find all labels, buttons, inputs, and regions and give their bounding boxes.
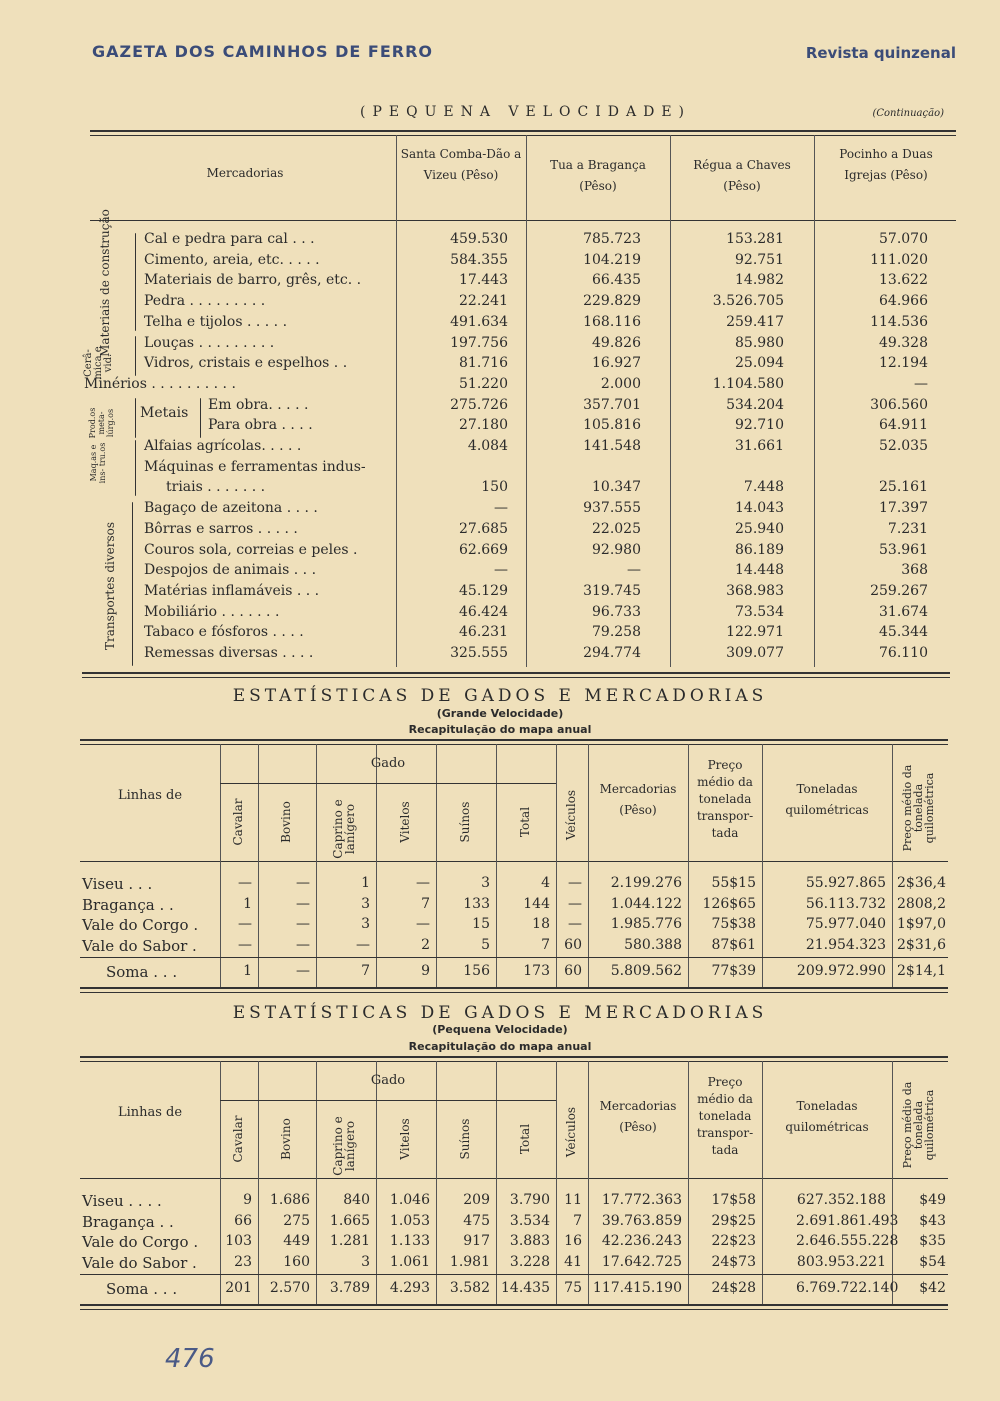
row-label: Soma . . . bbox=[106, 963, 178, 981]
row-cell: 1.281 bbox=[329, 1233, 370, 1249]
hdr-gado: Gado bbox=[370, 1073, 406, 1088]
row-label: Viseu . . . . bbox=[82, 1192, 162, 1210]
pv-header-mercadorias: Mercadorias bbox=[206, 166, 284, 180]
row-cell: 1.686 bbox=[269, 1192, 310, 1208]
row-cell: 9 bbox=[421, 963, 430, 979]
pv2-table-subtitle2: Recapitulação do mapa anual bbox=[408, 1040, 592, 1053]
pv-cell: 14.043 bbox=[735, 500, 784, 517]
row-cell: 201 bbox=[225, 1280, 252, 1296]
pv-cell: 46.231 bbox=[459, 624, 508, 641]
pv-header-col3: Régua a Chaves (Pêso) bbox=[693, 158, 791, 193]
hdr-gado-2: Caprino e lanígero bbox=[331, 799, 357, 859]
row-cell: 840 bbox=[343, 1192, 370, 1208]
rule-bottom2 bbox=[80, 1309, 948, 1310]
journal-subtitle: Revista quinzenal bbox=[805, 44, 956, 62]
row-cell: 55$15 bbox=[711, 875, 756, 891]
row-cell: 24$28 bbox=[711, 1280, 756, 1296]
pv-cell: 45.129 bbox=[459, 582, 508, 599]
rule-top2 bbox=[80, 1061, 948, 1062]
row-label: Viseu . . . bbox=[82, 875, 153, 893]
group-transportes: Transportes diversos bbox=[103, 522, 117, 650]
pv-cell: 294.774 bbox=[583, 645, 641, 661]
hdr-gado-1: Bovino bbox=[279, 1118, 293, 1160]
hdr-gado-0: Cavalar bbox=[231, 798, 245, 846]
pv-cell: 491.634 bbox=[450, 313, 508, 330]
pv-cell: 27.180 bbox=[459, 417, 508, 434]
pv-cell: 357.701 bbox=[583, 396, 641, 413]
row-cell: $43 bbox=[919, 1212, 946, 1229]
pv-table-title: (PEQUENA VELOCIDADE) bbox=[360, 104, 691, 120]
row-label: Soma . . . bbox=[106, 1280, 178, 1298]
row-cell: — bbox=[568, 895, 582, 912]
row-cell: 449 bbox=[283, 1233, 310, 1249]
hdr-gado-1: Bovino bbox=[279, 801, 293, 843]
gado-rule bbox=[220, 783, 556, 784]
group-maquinas: Maq.as e ins- tru.os bbox=[89, 442, 107, 484]
hdr-preco: Preço médio da tonelada transpor- tada bbox=[696, 1075, 754, 1157]
row-cell: 21.954.323 bbox=[805, 936, 886, 953]
rule-bottom bbox=[80, 1304, 948, 1306]
hdr-gado-3: Vitelos bbox=[398, 801, 412, 843]
col-line bbox=[762, 1061, 763, 1304]
row-cell: 1.981 bbox=[449, 1253, 490, 1270]
pv-cell: — bbox=[494, 500, 508, 517]
rule-top bbox=[80, 739, 948, 741]
row-cell: 275 bbox=[283, 1212, 310, 1229]
row-cell: 4 bbox=[541, 875, 550, 891]
pv-cell: 2.000 bbox=[600, 375, 641, 392]
col-line bbox=[762, 744, 763, 987]
pv-cell: 275.726 bbox=[450, 396, 508, 413]
pv-row-label: Telha e tijolos . . . . . bbox=[144, 313, 288, 330]
row-cell: $42 bbox=[919, 1280, 946, 1296]
row-cell: 1 bbox=[243, 895, 252, 912]
hdr-gado-0: Cavalar bbox=[231, 1115, 245, 1163]
row-cell: 2$14,1 bbox=[897, 963, 946, 979]
pv-cell: 53.961 bbox=[879, 541, 928, 558]
row-cell: 1.665 bbox=[329, 1212, 370, 1229]
pv-row-label: Cimento, areia, etc. . . . . bbox=[144, 251, 320, 268]
row-cell: 5 bbox=[481, 936, 490, 953]
pv-cell: 259.267 bbox=[870, 582, 928, 599]
pv-row-label: Para obra . . . . bbox=[208, 417, 313, 434]
row-cell: $49 bbox=[919, 1192, 946, 1208]
row-cell: 3.790 bbox=[509, 1192, 550, 1208]
row-cell: 2$31,6 bbox=[897, 936, 946, 953]
pv-row-label: Bôrras e sarros . . . . . bbox=[144, 520, 298, 537]
pv-row-label: Couros sola, correias e peles . bbox=[144, 541, 358, 558]
row-cell: 29$25 bbox=[711, 1212, 756, 1229]
pv-cell: 309.077 bbox=[726, 645, 784, 661]
page-number: 476 bbox=[165, 1344, 215, 1374]
pv-cell: 62.669 bbox=[459, 541, 508, 558]
rule-header bbox=[80, 861, 948, 862]
row-cell: 133 bbox=[463, 895, 490, 912]
journal-title: GAZETA DOS CAMINHOS DE FERRO bbox=[92, 42, 434, 61]
row-cell: 75 bbox=[564, 1280, 582, 1296]
row-cell: 3 bbox=[481, 875, 490, 891]
row-cell: 11 bbox=[564, 1192, 582, 1208]
row-cell: 209.972.990 bbox=[796, 963, 886, 979]
row-label: Bragança . . bbox=[82, 895, 174, 914]
pv-cell: 325.555 bbox=[450, 645, 508, 661]
row-cell: 75.977.040 bbox=[805, 916, 886, 932]
pv-row-label: Em obra. . . . . bbox=[208, 396, 309, 413]
pv-cell: 52.035 bbox=[879, 438, 928, 454]
pv-cell: 16.927 bbox=[592, 355, 641, 372]
row-label: Vale do Sabor . bbox=[82, 936, 197, 955]
pv-cell: 14.982 bbox=[735, 272, 784, 289]
pv-cell: 3.526.705 bbox=[712, 293, 784, 310]
row-cell: 18 bbox=[532, 916, 550, 932]
pv2-table-subtitle: (Pequena Velocidade) bbox=[432, 1023, 568, 1036]
pv-row-label: Cal e pedra para cal . . . bbox=[144, 231, 315, 247]
pv-cell: 584.355 bbox=[450, 251, 508, 268]
row-cell: 1$97,0 bbox=[897, 916, 946, 932]
pv-row-label: Vidros, cristais e espelhos . . bbox=[144, 355, 348, 372]
pv-cell: 368.983 bbox=[726, 582, 784, 599]
row-cell: 9 bbox=[243, 1192, 252, 1208]
row-cell: 15 bbox=[472, 916, 490, 932]
pv-cell: 104.219 bbox=[583, 251, 641, 268]
pv-cell: 319.745 bbox=[583, 582, 641, 599]
row-cell: 2.646.555.228 bbox=[796, 1233, 899, 1249]
rule-top2 bbox=[80, 744, 948, 745]
row-cell: — bbox=[296, 963, 310, 979]
row-cell: 3.883 bbox=[509, 1233, 550, 1249]
row-cell: 22$23 bbox=[711, 1233, 756, 1249]
pv-cell: 31.661 bbox=[735, 438, 784, 454]
pv-cell: 86.189 bbox=[735, 541, 784, 558]
row-cell: — bbox=[356, 936, 370, 953]
hdr-preco: Preço médio da tonelada transpor- tada bbox=[696, 758, 754, 840]
hdr-gado-2: Caprino e lanígero bbox=[331, 1116, 357, 1176]
row-cell: 173 bbox=[523, 963, 550, 979]
pv-cell: 76.110 bbox=[879, 645, 928, 661]
hdr-preco-quilo: Preço médio da tonelada quilométrica bbox=[901, 1081, 936, 1169]
pv-row-label: Bagaço de azeitona . . . . bbox=[144, 500, 318, 517]
hdr-gado-5: Total bbox=[518, 806, 532, 838]
row-cell: 56.113.732 bbox=[805, 895, 886, 912]
pv-cell: 17.443 bbox=[459, 272, 508, 289]
pv-row-label: Remessas diversas . . . . bbox=[144, 645, 314, 661]
col-line bbox=[588, 1061, 589, 1304]
pv-cell: 79.258 bbox=[592, 624, 641, 641]
row-cell: 2.199.276 bbox=[610, 875, 682, 891]
hdr-gado-3: Vitelos bbox=[398, 1118, 412, 1160]
rule-header bbox=[80, 1178, 948, 1179]
pv-row-label: Despojos de animais . . . bbox=[144, 562, 317, 579]
row-cell: — bbox=[296, 875, 310, 891]
pv-cell: 49.328 bbox=[879, 334, 928, 351]
row-cell: 60 bbox=[564, 963, 582, 979]
row-cell: 41 bbox=[564, 1253, 582, 1270]
row-cell: 55.927.865 bbox=[805, 875, 886, 891]
row-cell: — bbox=[568, 916, 582, 932]
hdr-gado: Gado bbox=[370, 756, 406, 771]
pv-cell: 122.971 bbox=[726, 624, 784, 641]
row-cell: — bbox=[296, 916, 310, 932]
pv-cell: 92.980 bbox=[592, 541, 641, 558]
rule-soma bbox=[80, 1274, 948, 1275]
row-cell: $54 bbox=[919, 1253, 946, 1270]
row-cell: — bbox=[296, 936, 310, 953]
hdr-preco-quilo: Preço médio da tonelada quilométrica bbox=[901, 764, 936, 852]
row-cell: — bbox=[238, 875, 252, 891]
pv-cell: 22.241 bbox=[459, 293, 508, 310]
pv-cell: 10.347 bbox=[592, 479, 641, 496]
hdr-toneladas: Toneladas quilométricas bbox=[785, 782, 869, 817]
row-cell: $35 bbox=[919, 1233, 946, 1249]
pv-header-col4: Pocinho a Duas Igrejas (Pêso) bbox=[839, 147, 933, 182]
pv-cell: — bbox=[627, 562, 641, 579]
row-cell: 3.582 bbox=[449, 1280, 490, 1296]
row-cell: 7 bbox=[361, 963, 370, 979]
pv-row-label: Materiais de barro, grês, etc. . bbox=[144, 272, 362, 289]
row-cell: 23 bbox=[234, 1253, 252, 1270]
pv-cell: 4.084 bbox=[467, 438, 508, 454]
pv-cell: 49.826 bbox=[592, 334, 641, 351]
pv-cell: 7.448 bbox=[743, 479, 784, 496]
hdr-veiculos: Veículos bbox=[564, 789, 578, 841]
pv-cell: 937.555 bbox=[583, 500, 641, 517]
pv-cell: 25.161 bbox=[879, 479, 928, 496]
row-cell: 60 bbox=[564, 936, 582, 953]
row-label: Vale do Corgo . bbox=[82, 1233, 199, 1251]
pv-cell: 368 bbox=[901, 562, 928, 579]
pv-cell: 534.204 bbox=[726, 396, 784, 413]
row-cell: 17.642.725 bbox=[601, 1253, 682, 1270]
row-cell: 7 bbox=[421, 895, 430, 912]
row-cell: 2 bbox=[421, 936, 430, 953]
pv-cell: 31.674 bbox=[879, 603, 928, 620]
pv-cell: — bbox=[914, 375, 928, 392]
row-cell: 66 bbox=[234, 1212, 252, 1229]
row-cell: 1.061 bbox=[389, 1253, 430, 1270]
col-line bbox=[588, 744, 589, 987]
row-cell: — bbox=[296, 895, 310, 912]
row-cell: — bbox=[238, 936, 252, 953]
pv-cell: 96.733 bbox=[592, 603, 641, 620]
pv-cell: 141.548 bbox=[583, 438, 641, 454]
pv-cell: 22.025 bbox=[592, 520, 641, 537]
pv-cell: 17.397 bbox=[879, 500, 928, 517]
group-metalurgicos: Prod.os meta- lúrg.os bbox=[88, 407, 115, 439]
pv-cell: 45.344 bbox=[879, 624, 928, 641]
pv-cell: 168.116 bbox=[583, 313, 641, 330]
gado-rule bbox=[220, 1100, 556, 1101]
hdr-gado-5: Total bbox=[518, 1123, 532, 1155]
row-cell: 39.763.859 bbox=[601, 1212, 682, 1229]
pv-cell: 259.417 bbox=[726, 313, 784, 330]
row-cell: — bbox=[416, 875, 430, 891]
row-cell: 7 bbox=[573, 1212, 582, 1229]
metais-label: Metais bbox=[140, 405, 189, 421]
row-cell: 3 bbox=[361, 916, 370, 932]
hdr-gado-4: Suínos bbox=[458, 801, 472, 843]
row-cell: 1 bbox=[243, 963, 252, 979]
row-cell: 2.691.861.493 bbox=[796, 1212, 899, 1229]
row-cell: — bbox=[238, 916, 252, 932]
row-cell: 2808,2 bbox=[897, 895, 946, 912]
row-cell: 17.772.363 bbox=[601, 1192, 682, 1208]
row-cell: 1.044.122 bbox=[610, 895, 682, 912]
pv-cell: 25.940 bbox=[735, 520, 784, 537]
pv-header-col1: Santa Comba-Dão a Vizeu (Pêso) bbox=[400, 147, 522, 182]
row-cell: 1.133 bbox=[389, 1233, 430, 1249]
pv-cell: — bbox=[494, 562, 508, 579]
hdr-mercadorias: Mercadorias (Pêso) bbox=[599, 1099, 677, 1134]
row-cell: 77$39 bbox=[711, 963, 756, 979]
rule-top bbox=[80, 1056, 948, 1058]
row-cell: 144 bbox=[523, 895, 550, 912]
hdr-toneladas: Toneladas quilométricas bbox=[785, 1099, 869, 1134]
row-label: Vale do Sabor . bbox=[82, 1253, 197, 1272]
row-cell: 1.046 bbox=[389, 1192, 430, 1208]
pv-cell: 12.194 bbox=[879, 355, 928, 372]
row-cell: 24$73 bbox=[711, 1253, 756, 1270]
pv-cell: 92.710 bbox=[735, 417, 784, 434]
pv-cell: 306.560 bbox=[870, 396, 928, 413]
pv-cell: 85.980 bbox=[735, 334, 784, 351]
row-cell: 117.415.190 bbox=[592, 1280, 682, 1296]
pv-cell: 25.094 bbox=[735, 355, 784, 372]
group-materiais: Materiais de construção bbox=[98, 209, 112, 357]
row-cell: 16 bbox=[564, 1233, 582, 1249]
pv-row-label: Máquinas e ferramentas indus- bbox=[144, 458, 366, 475]
pv-cell: 785.723 bbox=[583, 231, 641, 247]
row-cell: 3.789 bbox=[329, 1280, 370, 1296]
pv-cell: 459.530 bbox=[450, 231, 508, 247]
hdr-mercadorias: Mercadorias (Pêso) bbox=[599, 782, 677, 817]
pv-cell: 14.448 bbox=[735, 562, 784, 579]
row-cell: 75$38 bbox=[711, 916, 756, 932]
pv-cell: 64.966 bbox=[879, 293, 928, 310]
row-cell: 7 bbox=[541, 936, 550, 953]
pv-cell: 81.716 bbox=[459, 355, 508, 372]
pv-cell: 46.424 bbox=[459, 603, 508, 620]
row-cell: 3.228 bbox=[509, 1253, 550, 1270]
pv-cell: 111.020 bbox=[870, 251, 928, 268]
pv-cell: 1.104.580 bbox=[712, 375, 784, 392]
row-cell: 14.435 bbox=[501, 1280, 550, 1296]
pv-cell: 57.070 bbox=[879, 231, 928, 247]
gv-table-title: ESTATÍSTICAS DE GADOS E MERCADORIAS bbox=[232, 686, 768, 706]
row-cell: 1 bbox=[361, 875, 370, 891]
pv-row-label: Mobiliário . . . . . . . bbox=[144, 603, 280, 620]
pv-cell: 197.756 bbox=[450, 334, 508, 351]
row-cell: 917 bbox=[463, 1233, 490, 1249]
continuation-note: (Continuação) bbox=[872, 108, 944, 119]
pv-cell: 114.536 bbox=[870, 313, 928, 330]
row-cell: 3 bbox=[361, 895, 370, 912]
pv-row-label: triais . . . . . . . bbox=[166, 479, 266, 496]
rule-soma bbox=[80, 957, 948, 958]
pv-cell: 105.816 bbox=[583, 417, 641, 434]
row-cell: 160 bbox=[283, 1253, 310, 1270]
gv-table-subtitle: (Grande Velocidade) bbox=[436, 707, 564, 720]
gv-table-subtitle2: Recapitulação do mapa anual bbox=[408, 723, 592, 736]
group-ceramica: Cerâ- mica e vid. bbox=[83, 346, 114, 380]
pv-cell: 7.231 bbox=[887, 520, 928, 537]
pv-row-label: Tabaco e fósforos . . . . bbox=[144, 624, 304, 641]
pv-cell: 150 bbox=[481, 479, 508, 496]
row-cell: 2.570 bbox=[269, 1280, 310, 1296]
row-cell: 580.388 bbox=[624, 936, 682, 953]
pv-cell: 13.622 bbox=[879, 272, 928, 289]
row-cell: 6.769.722.140 bbox=[796, 1280, 899, 1296]
pv2-table-title: ESTATÍSTICAS DE GADOS E MERCADORIAS bbox=[232, 1003, 768, 1023]
pv-row-label: Louças . . . . . . . . . bbox=[144, 334, 275, 351]
pv-cell: 153.281 bbox=[726, 231, 784, 247]
rule-bottom bbox=[80, 987, 948, 989]
row-cell: 4.293 bbox=[389, 1280, 430, 1296]
row-cell: 5.809.562 bbox=[610, 963, 682, 979]
pv-cell: 27.685 bbox=[459, 520, 508, 537]
row-cell: — bbox=[568, 875, 582, 891]
pv-cell: 66.435 bbox=[592, 272, 641, 289]
hdr-linhas: Linhas de bbox=[117, 788, 183, 803]
row-label: Vale do Corgo . bbox=[82, 916, 199, 934]
pv-cell: 64.911 bbox=[879, 417, 928, 434]
row-cell: 475 bbox=[463, 1212, 490, 1229]
row-cell: 627.352.188 bbox=[796, 1192, 886, 1208]
row-cell: 3 bbox=[361, 1253, 370, 1270]
hdr-veiculos: Veículos bbox=[564, 1106, 578, 1158]
row-cell: 1.985.776 bbox=[610, 916, 682, 932]
row-cell: 2$36,4 bbox=[897, 875, 946, 891]
row-label: Bragança . . bbox=[82, 1212, 174, 1231]
row-cell: 17$58 bbox=[711, 1192, 756, 1208]
row-cell: 87$61 bbox=[711, 936, 756, 953]
pv-cell: 73.534 bbox=[735, 603, 784, 620]
pv-cell: 229.829 bbox=[583, 293, 641, 310]
pv-row-label: Matérias inflamáveis . . . bbox=[144, 582, 320, 599]
row-cell: 103 bbox=[225, 1233, 252, 1249]
pv-row-label: Minérios . . . . . . . . . . bbox=[84, 375, 236, 392]
rule-bottom2 bbox=[80, 992, 948, 993]
pv-header-col2: Tua a Bragança (Pêso) bbox=[550, 158, 646, 193]
row-cell: — bbox=[416, 916, 430, 932]
row-cell: 126$65 bbox=[702, 895, 756, 912]
hdr-linhas: Linhas de bbox=[117, 1105, 183, 1120]
row-cell: 803.953.221 bbox=[796, 1253, 886, 1270]
row-cell: 42.236.243 bbox=[601, 1233, 682, 1249]
pv-row-label: Alfaias agrícolas. . . . . bbox=[144, 438, 302, 454]
pv-cell: 51.220 bbox=[459, 375, 508, 392]
row-cell: 1.053 bbox=[389, 1212, 430, 1229]
row-cell: 3.534 bbox=[509, 1212, 550, 1229]
row-cell: 209 bbox=[463, 1192, 490, 1208]
row-cell: 156 bbox=[463, 963, 490, 979]
hdr-gado-4: Suínos bbox=[458, 1118, 472, 1160]
pv-cell: 92.751 bbox=[735, 251, 784, 268]
pv-row-label: Pedra . . . . . . . . . bbox=[144, 293, 266, 310]
